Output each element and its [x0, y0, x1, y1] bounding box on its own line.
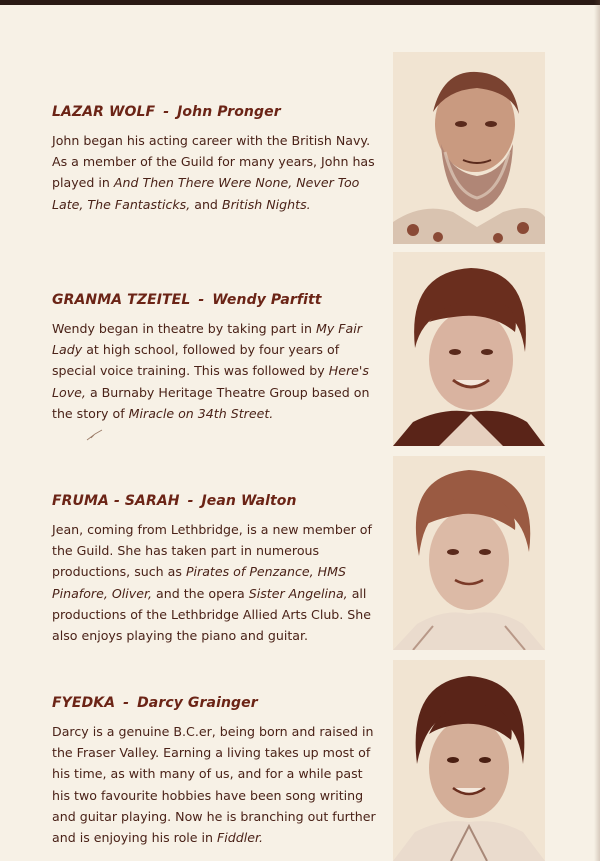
- page-top-edge: [0, 0, 600, 5]
- bio-heading: [52, 695, 382, 711]
- role-name: FYEDKA: [52, 695, 116, 711]
- bio-heading: [52, 292, 382, 308]
- bio-text: [52, 721, 382, 848]
- heading-separator: -: [163, 104, 170, 120]
- bio-text-run: and the opera: [152, 585, 249, 601]
- bio-fyedka: [52, 695, 382, 848]
- bio-text-run: all productions of the Lethbridge Allied Arts Club. She also enjoys playing the piano and guitar.: [52, 585, 372, 644]
- heading-separator: -: [187, 493, 194, 509]
- bio-text-run-italic: Pirates of Penzance, HMS Pinafore, Oliver,: [52, 564, 346, 601]
- bio-text-run-italic: Miracle on 34th Street.: [128, 405, 274, 421]
- actor-name: Jean Walton: [201, 493, 297, 509]
- young-man-portrait-icon: [393, 660, 545, 861]
- bio-text: [52, 318, 382, 424]
- bearded-man-portrait-icon: [393, 52, 545, 244]
- bio-text-run: Jean, coming from Lethbridge, is a new member of the Guild. She has taken part in numerous productions, such as: [52, 522, 372, 580]
- role-name: GRANMA TZEITEL: [52, 292, 191, 308]
- role-name: FRUMA - SARAH: [52, 493, 180, 509]
- bio-lazar-wolf: [52, 104, 382, 215]
- page-right-edge: [594, 0, 600, 861]
- bio-text-run-italic: British Nights.: [221, 196, 311, 212]
- bio-text-run: a Burnaby Heritage Theatre Group based on the story of: [52, 384, 370, 421]
- actor-name: John Pronger: [177, 104, 281, 120]
- bio-text-run: Wendy began in theatre by taking part in: [52, 321, 316, 336]
- bio-text-run: John began his acting career with the British Navy. As a member of the Guild for many years, John has played in: [52, 133, 375, 191]
- bio-text: [52, 519, 382, 646]
- actor-name: Wendy Parfitt: [212, 292, 322, 308]
- bio-text-run-italic: Here's Love,: [52, 363, 369, 400]
- bio-text-run-italic: And Then There Were None, Never Too Late, The Fantasticks,: [52, 175, 360, 212]
- curly-haired-woman-portrait-icon: [393, 456, 545, 650]
- bio-text-run-italic: My Fair Lady: [52, 321, 362, 358]
- bio-text-run: and: [190, 196, 222, 212]
- bio-heading: [52, 104, 382, 120]
- heading-separator: -: [123, 695, 130, 711]
- bio-text-run: at high school, followed by four years of special voice training. This was followed by: [52, 342, 340, 379]
- bio-granma-tzeitel: [52, 292, 382, 424]
- role-name: LAZAR WOLF: [52, 104, 156, 120]
- bio-text-run-italic: Sister Angelina,: [248, 585, 348, 601]
- pencil-scribble-mark: [85, 428, 105, 442]
- bio-heading: [52, 493, 382, 509]
- smiling-woman-portrait-icon: [393, 252, 545, 446]
- bio-fruma-sarah: [52, 493, 382, 646]
- bio-text: [52, 130, 382, 215]
- actor-name: Darcy Grainger: [137, 695, 258, 711]
- bio-text-run: Darcy is a genuine B.C.er, being born and raised in the Fraser Valley. Earning a living takes up most of his time, as with many of us, and for a while past his two favourite hobbies have been song writing and guitar playing. Now he is branching out further and is enjoying his role in: [52, 724, 376, 846]
- heading-separator: -: [198, 292, 205, 308]
- bio-text-run-italic: Fiddler.: [217, 830, 264, 846]
